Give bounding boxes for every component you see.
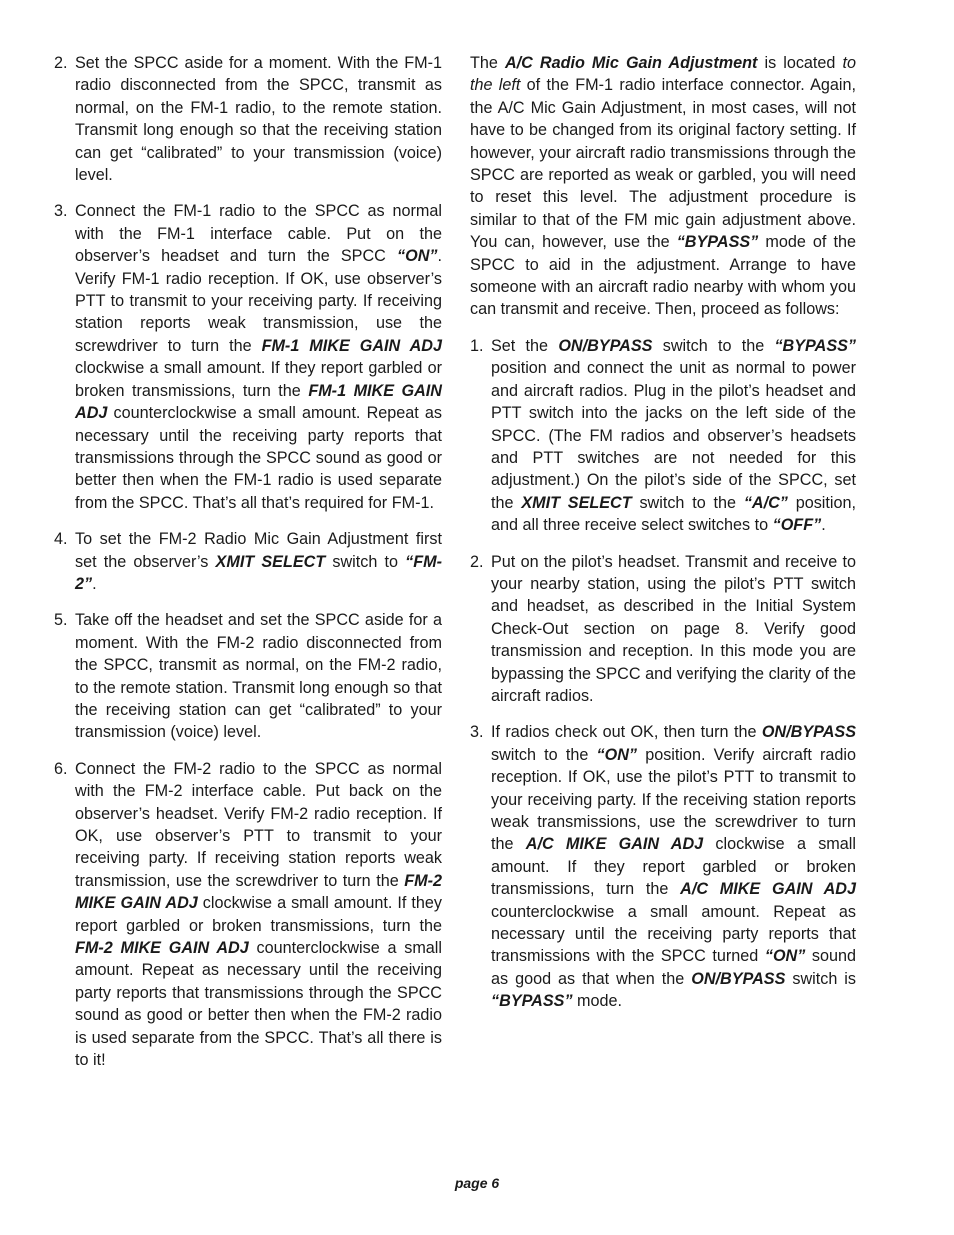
emphasis-text: to the left [470, 54, 856, 95]
body-text: switch to the [491, 745, 597, 764]
body-text: clockwise a small amount. If they report garbled or broken transmissions, turn the [75, 894, 442, 935]
step-number: 6. [54, 759, 68, 778]
intro-paragraph [470, 52, 856, 321]
step-text [75, 52, 442, 186]
control-name: “FM-2” [75, 552, 442, 593]
control-name: XMIT SELECT [215, 552, 326, 571]
step-item [54, 528, 442, 595]
control-name: “A/C” [743, 493, 788, 512]
step-number: 3. [470, 723, 484, 742]
step-item [470, 721, 856, 1012]
control-name: A/C MIKE GAIN ADJ [525, 835, 704, 854]
step-item [470, 335, 856, 537]
body-text: switch to [325, 552, 406, 571]
control-name: ON/BYPASS [691, 969, 786, 988]
body-text: clockwise a small amount. If they report garbled or broken transmissions, turn the [75, 359, 442, 400]
step-item [54, 52, 442, 186]
step-item [54, 200, 442, 514]
control-name: FM-2 MIKE GAIN ADJ [75, 871, 442, 913]
control-name: “ON” [764, 947, 806, 966]
body-text: counterclockwise a small amount. Repeat as necessary until the receiving party reports that transmissions with the SPCC turned [491, 902, 856, 966]
body-text: counterclockwise a small amount. Repeat as necessary until the receiving party reports that transmissions through the SPCC sound as good or better then when the FM-1 radio is used separate from the SPCC. That’s all that’s required for FM-1. [75, 404, 442, 512]
body-text: . [821, 516, 826, 535]
control-name: “ON” [397, 247, 438, 266]
body-text: The [470, 54, 505, 72]
body-text: Set the SPCC aside for a moment. With the FM-1 radio disconnected from the SPCC, transmit as normal, on the FM-1 radio, to the remote station. Transmit long enough so that the receiving station can get “calibrated” to your transmission (voice) level. [75, 54, 442, 185]
control-name: A/C MIKE GAIN ADJ [680, 880, 856, 899]
body-text: If radios check out OK, then turn the [491, 723, 762, 742]
control-name: “ON” [596, 745, 638, 764]
step-text [491, 335, 856, 537]
step-number: 2. [54, 54, 68, 72]
control-name: “BYPASS” [491, 992, 573, 1011]
body-text: position. Verify aircraft radio reception. If OK, use the pilot’s PTT to transmit to your receiving party. If the receiving station reports weak transmissions, use the screwdriver to turn the [491, 745, 856, 854]
control-name: XMIT SELECT [521, 493, 632, 512]
body-text: mode. [572, 992, 623, 1011]
step-number: 5. [54, 611, 68, 630]
body-text: . Verify FM-1 radio reception. If OK, use observer’s PTT to transmit to your receiving party. If receiving station reports weak transmission, use the screwdriver to turn the [75, 247, 442, 355]
step-item [54, 758, 442, 1072]
control-name: ON/BYPASS [761, 723, 856, 742]
body-text: mode of the SPCC to aid in the adjustment. Arrange to have someone with an aircraft radio nearby with whom you can transmit and receive. Then, proceed as follows: [470, 233, 856, 319]
body-text: To set the FM-2 Radio Mic Gain Adjustment first set the observer’s [75, 530, 442, 571]
step-text [491, 551, 856, 708]
step-text [491, 721, 856, 1012]
left-column [54, 52, 442, 1085]
step-item [470, 551, 856, 708]
step-item [54, 609, 442, 743]
step-text [75, 609, 442, 743]
control-name: “OFF” [772, 516, 822, 535]
body-text: Set the [491, 336, 559, 355]
control-name: ON/BYPASS [558, 336, 653, 355]
right-column [470, 52, 856, 1027]
control-name: FM-1 MIKE GAIN ADJ [261, 336, 442, 355]
body-text: Put on the pilot’s headset. Transmit and receive to your nearby station, using the pilot’s PTT switch and headset, as described in the Initial System Check-Out section on page 8. Verify good transmission and reception. In this mode you are bypassing the SPCC and verifying the clarity of the aircraft radios. [491, 552, 856, 705]
step-text [75, 200, 442, 514]
body-text: of the FM-1 radio interface connector. Again, the A/C Mic Gain Adjustment, in most cases, will not have to be changed from its original factory setting. If however, your aircraft radio transmissions through the SPCC are reported as weak or garbled, you will need to reset this level. The adjustment procedure is similar to that of the FM mic gain adjustment above. You can, however, use the [470, 76, 856, 252]
body-text: counterclockwise a small amount. Repeat as necessary until the receiving party reports that transmissions through the SPCC sound as good or better then when the FM-2 radio is used separate from the SPCC. That’s all there is to it! [75, 939, 443, 1070]
step-number: 4. [54, 530, 68, 549]
body-text: position, and all three receive select switches to [491, 493, 856, 535]
body-text: switch is [785, 969, 856, 988]
control-name: A/C Radio Mic Gain Adjustment [504, 54, 758, 72]
body-text: sound as good as that when the [491, 947, 856, 988]
control-name: “BYPASS” [774, 336, 857, 355]
body-text: switch to the [631, 493, 744, 512]
step-number: 1. [470, 336, 484, 355]
body-text: Connect the FM-1 radio to the SPCC as normal with the FM-1 interface cable. Put on the observer’s headset and turn the SPCC [75, 202, 442, 266]
body-text: position and connect the unit as normal to power and aircraft radios. Plug in the pilot’s headset and PTT switch into the jacks on the left side of the SPCC. (The FM radios and observer’s headsets and PTT switches are not needed for this adjustment.) On the pilot’s side of the SPCC, set the [491, 359, 856, 512]
control-name: “BYPASS” [676, 233, 759, 252]
body-text: Take off the headset and set the SPCC aside for a moment. With the FM-2 radio disconnected from the SPCC, transmit as normal, on the FM-2 radio, to the remote station. Transmit long enough so that the receiving station can get “calibrated” to your transmission (voice) level. [75, 611, 442, 742]
body-text: clockwise a small amount. If they report garbled or broken transmissions, turn the [491, 835, 856, 899]
body-text: . [92, 574, 97, 593]
step-number: 2. [470, 552, 484, 571]
step-text [75, 758, 442, 1072]
step-text [75, 528, 442, 595]
page-number: page 6 [454, 1175, 500, 1191]
control-name: FM-1 MIKE GAIN ADJ [75, 381, 442, 423]
body-text: Connect the FM-2 radio to the SPCC as normal with the FM-2 interface cable. Put back on the observer’s headset. Verify FM-2 radio reception. If OK, use observer’s PTT to transmit to your receiving party. If receiving station reports weak transmission, use the screwdriver to turn the [75, 759, 442, 890]
step-number: 3. [54, 202, 68, 221]
body-text: switch to the [652, 336, 775, 355]
control-name: FM-2 MIKE GAIN ADJ [75, 939, 249, 958]
body-text: is located [757, 54, 843, 72]
